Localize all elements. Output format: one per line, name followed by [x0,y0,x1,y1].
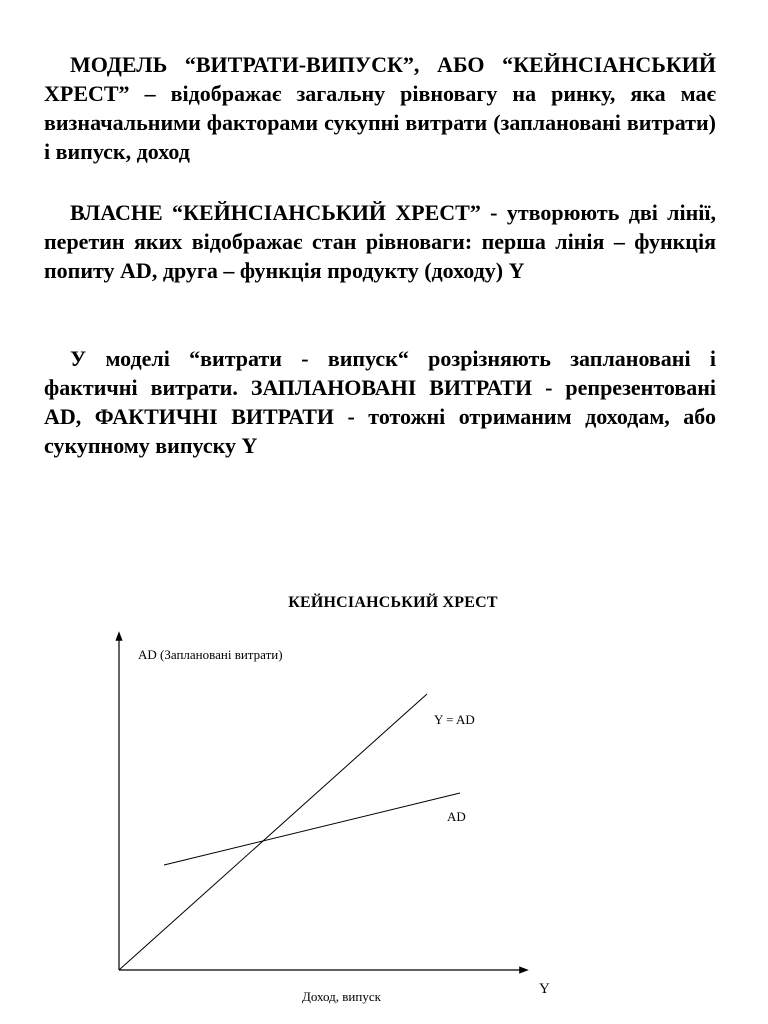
x-axis-symbol: Y [539,981,550,997]
x-axis-label: Доход, випуск [302,989,381,1004]
line-y-equals-ad [119,694,427,970]
y-axis-label: AD (Заплановані витрати) [138,647,283,662]
figure-title: КЕЙНСІАНСЬКИЙ ХРЕСТ [288,594,498,611]
paragraph-model-definition: МОДЕЛЬ “ВИТРАТИ-ВИПУСК”, АБО “КЕЙНСІАНСЬКИЙ ХРЕСТ” – відображає загальну рівновагу на ринку, яка має визначальними факторами сукупні витрати (заплановані витрати) і випуск, доход [44,52,716,164]
paragraph-planned-actual: У моделі “витрати - випуск“ розрізняють заплановані і фактичні витрати. ЗАПЛАНОВАНІ ВИТРАТИ - репрезентовані AD, ФАКТИЧНІ ВИТРАТИ - тотожні отриманим доходам, або сукупному випуску Y [44,346,716,458]
line-ad-label: AD [447,809,466,824]
line-ad [164,793,460,865]
paragraph-keynesian-cross: ВЛАСНЕ “КЕЙНСІАНСЬКИЙ ХРЕСТ” - утворюють дві лінії, перетин яких відображає стан рівноваги: перша лінія – функція попиту AD, друга – функція продукту (доходу) Y [44,200,716,283]
line-y-equals-ad-label: Y = AD [434,712,475,727]
